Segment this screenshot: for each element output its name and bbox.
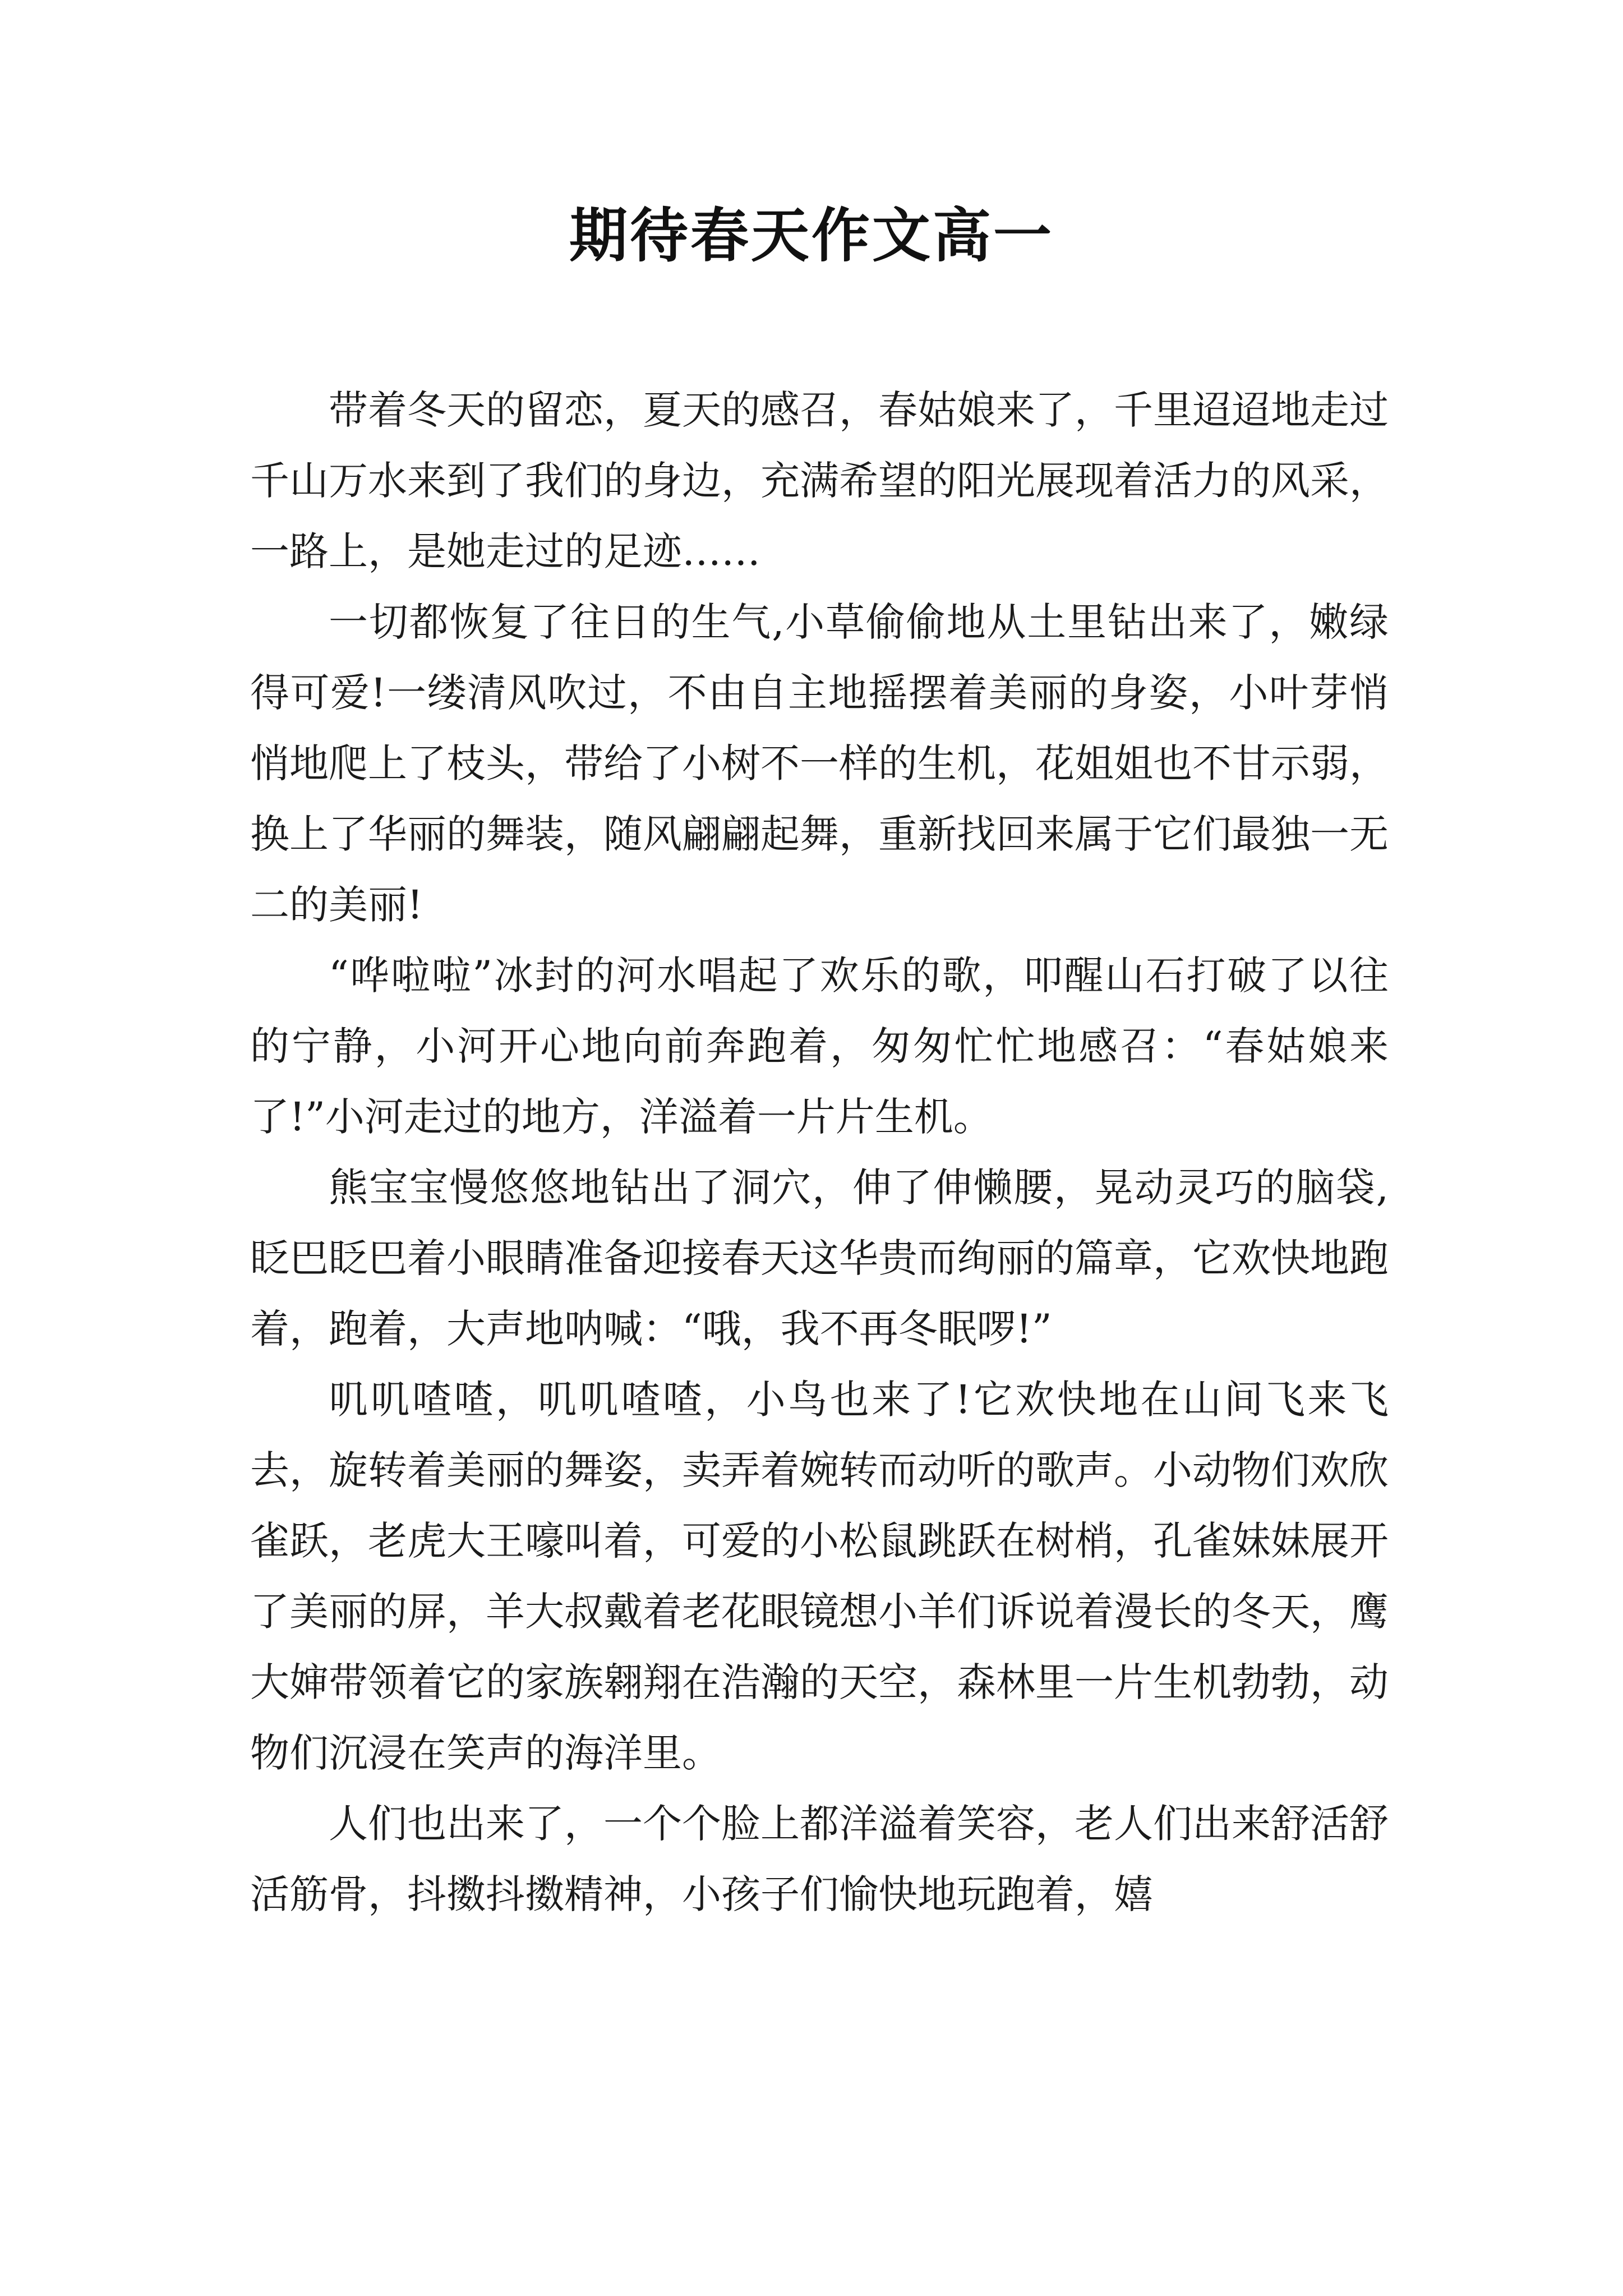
paragraph: 叽叽喳喳，叽叽喳喳，小鸟也来了!它欢快地在山间飞来飞去，旋转着美丽的舞姿，卖弄着婉转而动听的歌声。小动物们欢欣雀跃，老虎大王嚎叫着，可爱的小松鼠跳跃在树梢，孔雀妹妹展开了美丽的屏，羊大叔戴着老花眼镜想小羊们诉说着漫长的冬天，鹰大婶带领着它的家族翱翔在浩瀚的天空，森林里一片生机勃勃，动物们沉浸在笑声的海洋里。 — [250, 1377, 1389, 1776]
paragraph: 人们也出来了，一个个脸上都洋溢着笑容，老人们出来舒活舒活筋骨，抖擞抖擞精神，小孩子们愉快地玩跑着，嬉 — [250, 1801, 1389, 1917]
document-title: 期待春天作文高一 — [569, 201, 1054, 270]
paragraph: “哗啦啦”冰封的河水唱起了欢乐的歌，叩醒山石打破了以往的宁静，小河开心地向前奔跑着，匆匆忙忙地感召：“春姑娘来了!”小河走过的地方，洋溢着一片片生机。 — [250, 953, 1389, 1140]
document-body — [250, 375, 1389, 1930]
paragraph: 熊宝宝慢悠悠地钻出了洞穴，伸了伸懒腰，晃动灵巧的脑袋,眨巴眨巴着小眼睛准备迎接春天这华贵而绚丽的篇章，它欢快地跑着，跑着，大声地呐喊：“哦，我不再冬眠啰!” — [250, 1165, 1389, 1352]
paragraph: 一切都恢复了往日的生气,小草偷偷地从土里钻出来了，嫩绿得可爱!一缕清风吹过，不由自主地摇摆着美丽的身姿，小叶芽悄悄地爬上了枝头，带给了小树不一样的生机，花姐姐也不甘示弱，换上了华丽的舞装，随风翩翩起舞，重新找回来属于它们最独一无二的美丽! — [250, 599, 1389, 928]
paragraph: 带着冬天的留恋，夏天的感召，春姑娘来了，千里迢迢地走过千山万水来到了我们的身边，充满希望的阳光展现着活力的风采，一路上，是她走过的足迹…… — [250, 387, 1389, 574]
